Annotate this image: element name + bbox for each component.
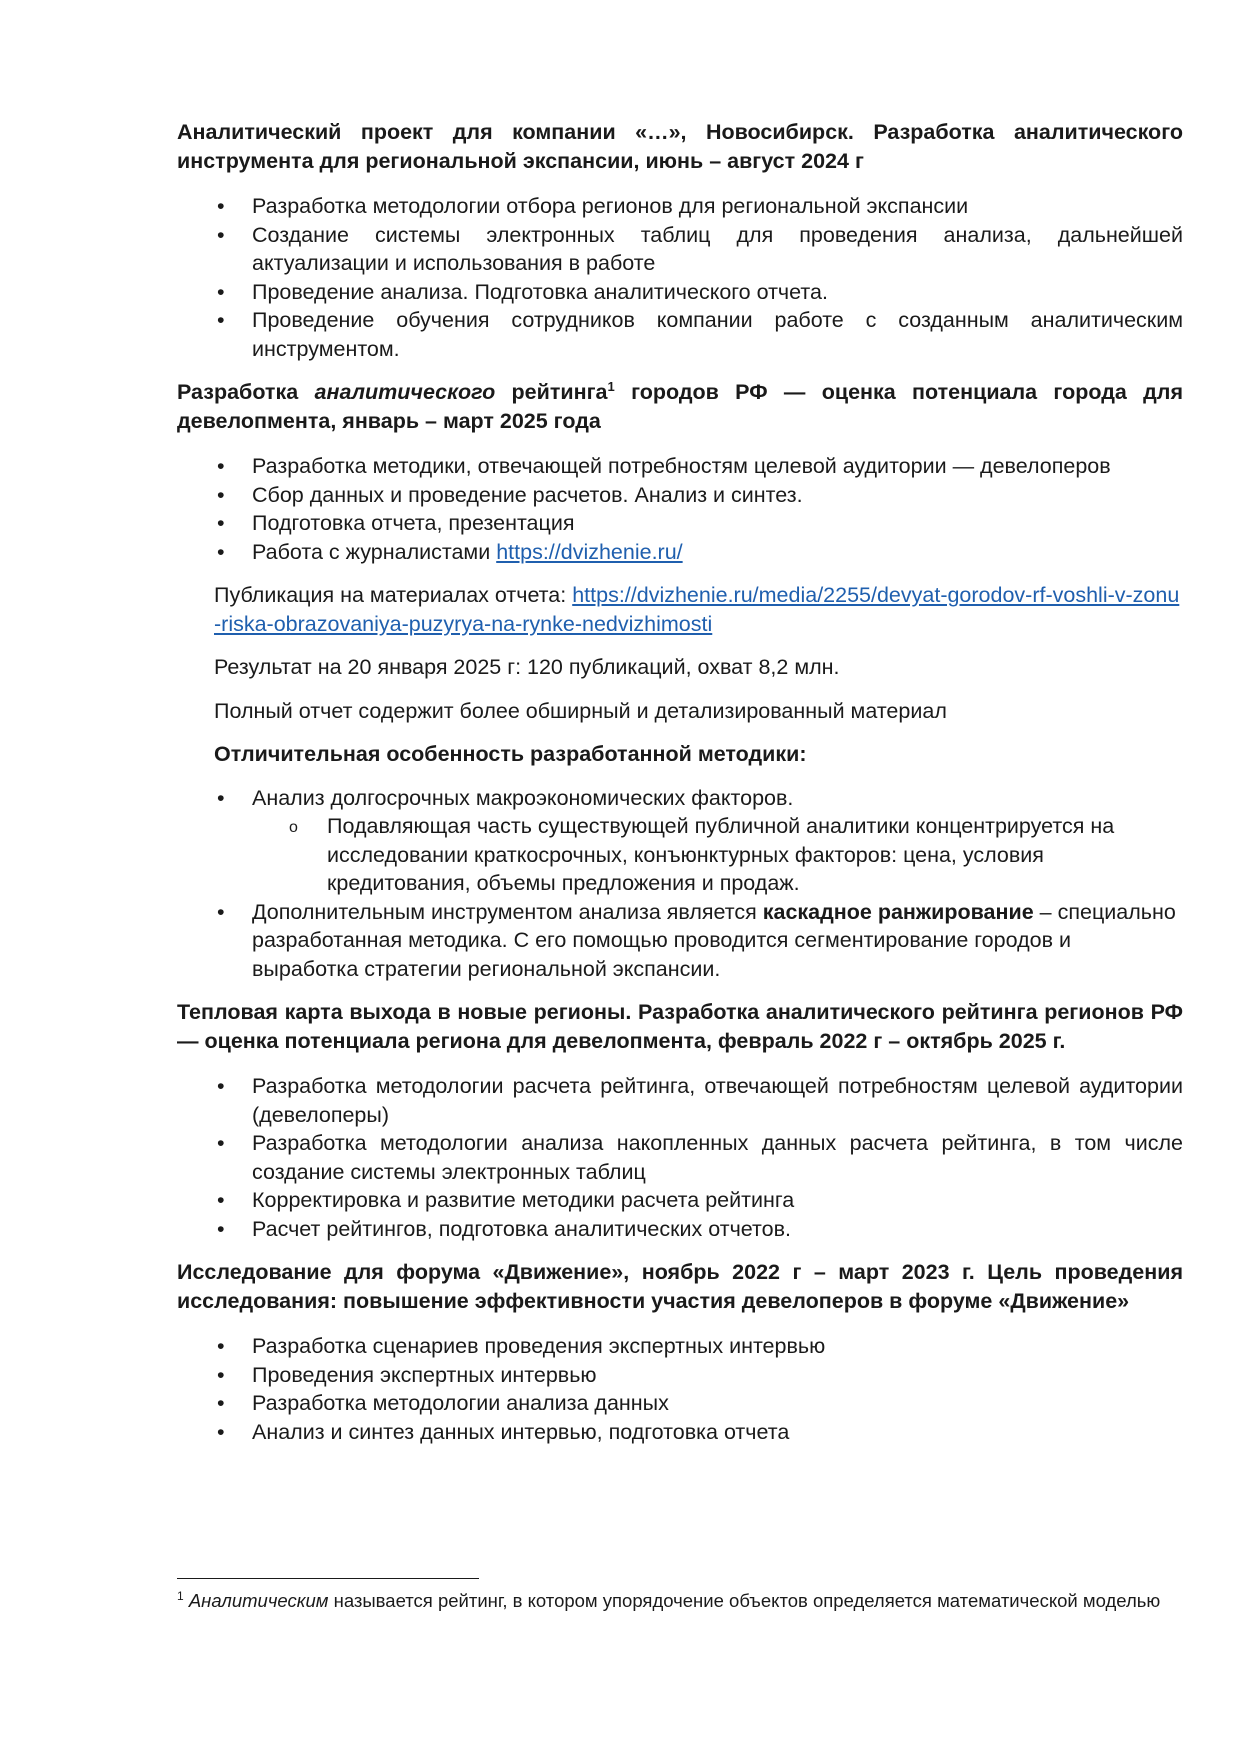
publication-link[interactable]: https://dvizhenie.ru/media/2255/devyat-gorodov-rf-voshli-v-zonu-riska-obrazovaniya-puzyrya-na-rynke-nedvizhimosti — [214, 583, 1180, 636]
footnote-ref[interactable]: 1 — [607, 378, 615, 394]
list-item: • Анализ долгосрочных макроэкономических факторов. — [177, 784, 1183, 813]
bullet: • — [217, 194, 225, 218]
bullet: • — [217, 1362, 225, 1387]
list-item: • Разработка методологии анализа данных — [177, 1389, 1183, 1418]
list-item: • Сбор данных и проведение расчетов. Анализ и синтез. — [177, 481, 1183, 510]
list-item: • Разработка методологии анализа накопленных данных расчета рейтинга, в том числе создание системы электронных таблиц — [217, 1131, 1183, 1184]
list-item: • Разработка методики, отвечающей потребностям целевой аудитории — девелоперов — [177, 452, 1183, 481]
list-item: • Разработка методологии отбора регионов для региональной экспансии — [177, 192, 1183, 221]
list-item: • Создание системы электронных таблиц для проведения анализа, дальнейшей актуализации и использования в работе — [217, 222, 1183, 275]
section4-heading: Исследование для форума «Движение», ноябрь 2022 г – март 2023 г. Цель проведения исследования: повышение эффективности участия девелоперов в форуме «Движение» — [177, 1260, 1183, 1313]
list-item: • Дополнительным инструментом анализа является каскадное ранжирование – специально разработанная методика. С его помощью проводится сегментирование городов и выработка стратегии региональной экспансии. — [217, 899, 1176, 981]
feature-heading: Отличительная особенность разработанной методики: — [214, 742, 807, 766]
bullet: • — [217, 1334, 225, 1358]
document-page — [177, 118, 1183, 1446]
sub-bullet: o — [289, 819, 298, 836]
section2-heading: Разработка аналитического рейтинга$^1$ городов РФ — оценка потенциала города для девелопмента, январь – март 2025 года — [177, 378, 1183, 433]
bullet: • — [217, 454, 225, 478]
result-paragraph: Результат на 20 января 2025 г: 120 публикаций, охват 8,2 млн. — [214, 655, 840, 679]
list-item: • Разработка методологии расчета рейтинга, отвечающей потребностям целевой аудитории (девелоперы) — [217, 1074, 1183, 1127]
list-item: • Проведение обучения сотрудников компании работе с созданным аналитическим инструментом. — [217, 308, 1183, 361]
section3-heading: Тепловая карта выхода в новые регионы. Разработка аналитического рейтинга регионов РФ — оценка потенциала региона для девелопмента, февраль 2022 г – октябрь 2025 г. — [177, 1000, 1183, 1053]
bullet: • — [217, 899, 225, 924]
bullet: • — [217, 308, 225, 332]
feature-list — [177, 784, 1183, 813]
bullet: • — [217, 1419, 225, 1444]
section1-list — [177, 192, 1183, 363]
section1-heading: Аналитический проект для компании «…», Новосибирск. Разработка аналитического инструмента для региональной экспансии, июнь – август 2024 г — [177, 120, 1183, 173]
bullet: • — [217, 279, 225, 304]
list-item: • Расчет рейтингов, подготовка аналитических отчетов. — [177, 1215, 1183, 1244]
list-item: • Подготовка отчета, презентация — [177, 509, 1183, 538]
publication-paragraph: Публикация на материалах отчета: https://dvizhenie.ru/media/2255/devyat-gorodov-rf-voshli-v-zonu-riska-obrazovaniya-puzyrya-na-rynke-nedvizhimosti — [214, 583, 1180, 636]
feature-list-2 — [177, 898, 1183, 984]
section4-list — [177, 1332, 1183, 1446]
list-item: • Корректировка и развитие методики расчета рейтинга — [177, 1186, 1183, 1215]
bullet: • — [217, 222, 225, 247]
section3-list — [177, 1072, 1183, 1243]
list-item: • Разработка сценариев проведения экспертных интервью — [177, 1332, 1183, 1361]
bullet: • — [217, 1216, 225, 1241]
footnote-divider — [177, 1578, 479, 1579]
list-item: o Подавляющая часть существующей публичной аналитики концентрируется на исследовании краткосрочных, конъюнктурных факторов: цена, условия кредитования, объемы предложения и продаж. — [289, 814, 1115, 895]
bullet: • — [217, 1074, 225, 1098]
full-report-paragraph: Полный отчет содержит более обширный и детализированный материал — [214, 698, 947, 723]
bullet: • — [217, 1391, 225, 1415]
bullet: • — [217, 539, 225, 564]
bullet: • — [217, 1188, 225, 1212]
list-item: • Анализ и синтез данных интервью, подготовка отчета — [177, 1418, 1183, 1447]
bullet: • — [217, 785, 225, 810]
footnote-marker: 1 — [177, 1588, 184, 1603]
dvizhenie-link[interactable]: https://dvizhenie.ru/ — [496, 539, 683, 564]
footnote: $^1$ Аналитическим называется рейтинг, в котором упорядочение объектов определяется математической моделью — [177, 1588, 1161, 1611]
bullet: • — [217, 511, 225, 535]
bullet: • — [217, 1131, 225, 1155]
list-item: • Работа с журналистами https://dvizhenie.ru/ — [177, 538, 1183, 567]
list-item: • Проведения экспертных интервью — [177, 1361, 1183, 1390]
section2-list — [177, 452, 1183, 566]
feature-sublist — [177, 812, 1183, 898]
list-item: • Проведение анализа. Подготовка аналитического отчета. — [177, 278, 1183, 307]
bullet: • — [217, 482, 225, 507]
